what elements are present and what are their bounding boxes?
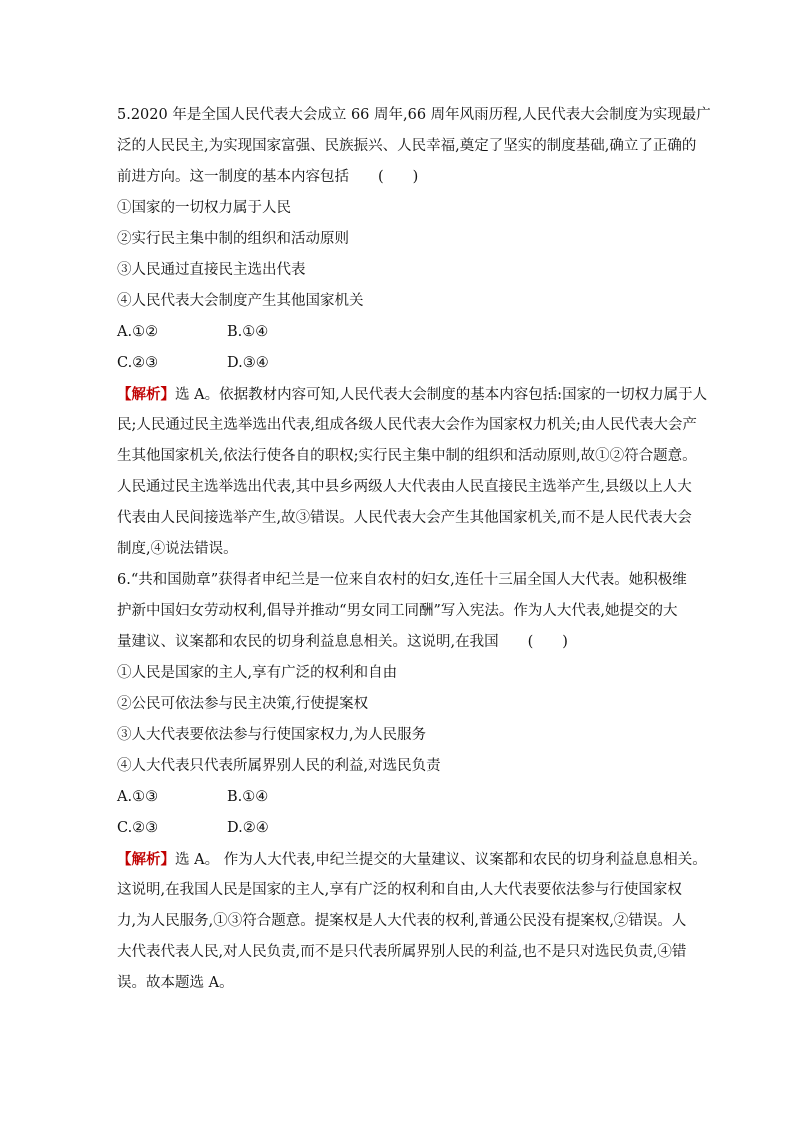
q6-item-4: ④人大代表只代表所属界别人民的利益,对选民负责 (117, 758, 441, 774)
q6-stem-line-1: 6.“共和国勋章”获得者申纪兰是一位来自农村的妇女,连任十三届全国人大代表。她积极维 (117, 572, 687, 588)
q6-options-row-1 (117, 782, 677, 813)
q5-analysis-line-3: 生其他国家机关,依法行使各自的职权;实行民主集中制的组织和活动原则,故①②符合题意。 (117, 448, 697, 464)
q6-option-c: C.②③ (117, 820, 159, 836)
question-6 (117, 565, 707, 999)
q6-stem-line-2: 护新中国妇女劳动权利,倡导并推动“男女同工同酬”写入宪法。作为人大代表,她提交的大 (117, 603, 678, 619)
q6-analysis-line-1 (117, 844, 707, 875)
q5-options-row-1 (117, 317, 677, 348)
q5-analysis-first: 选 A。依据教材内容可知,人民代表大会制度的基本内容包括:国家的一切权力属于人 (175, 387, 708, 403)
q5-analysis-line-1 (117, 379, 708, 410)
q6-option-b: B.①④ (227, 789, 269, 805)
q5-item-3: ③人民通过直接民主选出代表 (117, 262, 306, 278)
q5-options-row-2 (117, 348, 677, 379)
q6-item-1: ①人民是国家的主人,享有广泛的权利和自由 (117, 665, 398, 681)
q5-item-2: ②实行民主集中制的组织和活动原则 (117, 231, 349, 247)
q6-item-2: ②公民可依法参与民主决策,行使提案权 (117, 696, 369, 712)
q6-option-a: A.①③ (117, 789, 159, 805)
q6-analysis-line-5: 误。故本题选 A。 (117, 975, 234, 991)
q6-analysis-first: 选 A。 作为人大代表,申纪兰提交的大量建议、议案都和农民的切身利益息息相关。 (175, 852, 707, 868)
question-5 (117, 100, 711, 565)
document-page (117, 100, 711, 999)
q6-option-d: D.②④ (227, 820, 269, 836)
q5-analysis-line-2: 民;人民通过民主选举选出代表,组成各级人民代表大会作为国家权力机关;由人民代表大会产 (117, 417, 697, 433)
q5-item-1: ①国家的一切权力属于人民 (117, 200, 291, 216)
q5-item-4: ④人民代表大会制度产生其他国家机关 (117, 293, 364, 309)
q5-option-b: B.①④ (227, 324, 269, 340)
q6-options-row-2 (117, 813, 677, 844)
q5-analysis-line-5: 代表由人民间接选举产生,故③错误。人民代表大会产生其他国家机关,而不是人民代表大会 (117, 510, 692, 526)
q5-analysis-tag: 【解析】 (117, 386, 175, 403)
q6-analysis-tag: 【解析】 (117, 851, 175, 868)
q5-analysis-line-6: 制度,④说法错误。 (117, 541, 238, 557)
q6-item-3: ③人大代表要依法参与行使国家权力,为人民服务 (117, 727, 427, 743)
q5-analysis-line-4: 人民通过民主选举选出代表,其中县乡两级人大代表由人民直接民主选举产生,县级以上人大 (117, 479, 692, 495)
q5-option-a: A.①② (117, 324, 159, 340)
q5-option-c: C.②③ (117, 355, 159, 371)
q6-analysis-line-4: 大代表代表人民,对人民负责,而不是只代表所属界别人民的利益,也不是只对选民负责,④错 (117, 944, 687, 960)
q5-stem-line-2: 泛的人民民主,为实现国家富强、民族振兴、人民幸福,奠定了坚实的制度基础,确立了正确的 (117, 138, 697, 154)
q6-stem-line-3: 量建议、议案都和农民的切身利益息息相关。这说明,在我国 ( ) (117, 634, 568, 650)
q6-analysis-line-2: 这说明,在我国人民是国家的主人,享有广泛的权利和自由,人大代表要依法参与行使国家权 (117, 882, 682, 898)
q6-analysis-line-3: 力,为人民服务,①③符合题意。提案权是人大代表的权利,普通公民没有提案权,②错误。人 (117, 913, 687, 929)
q5-option-d: D.③④ (227, 355, 269, 371)
q5-stem-line-3: 前进方向。这一制度的基本内容包括 ( ) (117, 169, 419, 185)
q5-stem-line-1: 5.2020 年是全国人民代表大会成立 66 周年,66 周年风雨历程,人民代表大会制度为实现最广 (117, 107, 711, 123)
